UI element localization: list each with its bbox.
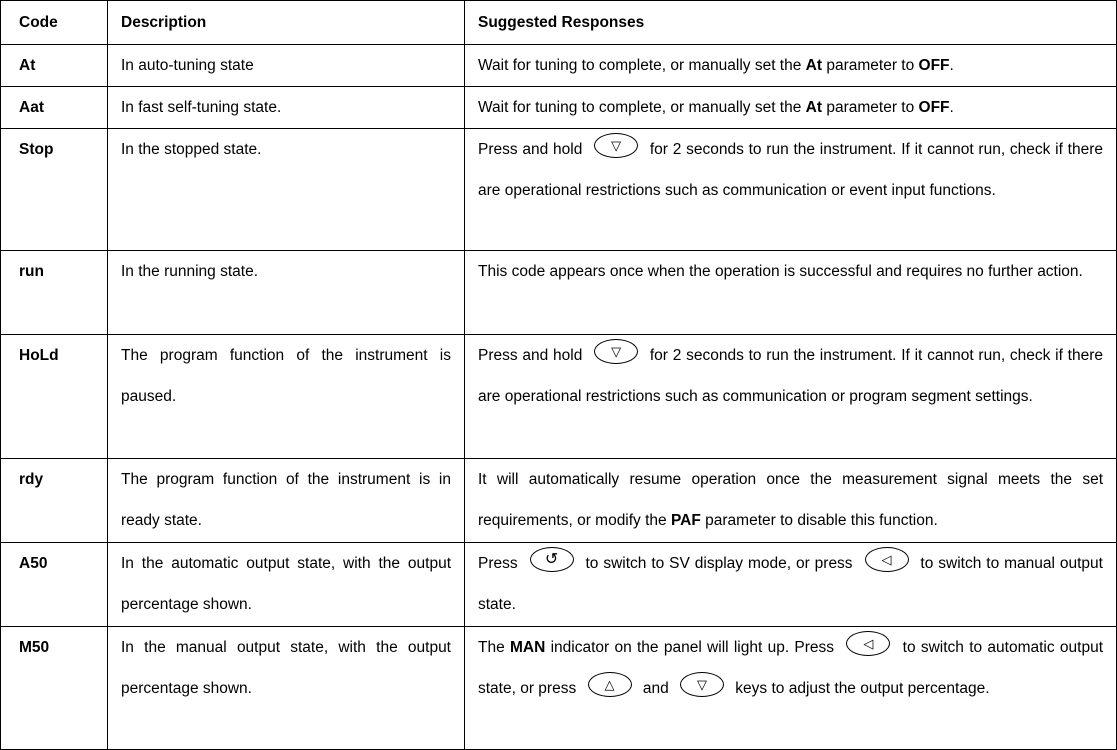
table-row-aat [1,87,1117,129]
header-code: Code [1,1,108,45]
down-key-icon: ▽ [594,339,638,364]
description-cell: The program function of the instrument is paused. [108,335,465,459]
description-cell: In the stopped state. [108,129,465,251]
cycle-key-icon: ↺ [530,547,574,572]
header-suggested-responses: Suggested Responses [465,1,1117,45]
code-cell: A50 [1,543,108,627]
description-cell: In the manual output state, with the output percentage shown. [108,627,465,750]
response-cell: The MAN indicator on the panel will light up. Press ◁ to switch to automatic output state, or press △ and ▽ keys to adjust the output percentage. [465,627,1117,750]
code-cell: M50 [1,627,108,750]
header-description: Description [108,1,465,45]
description-cell: In auto-tuning state [108,45,465,87]
code-cell: At [1,45,108,87]
code-cell: Aat [1,87,108,129]
response-cell: Press and hold ▽ for 2 seconds to run the instrument. If it cannot run, check if there are operational restrictions such as communication or program segment settings. [465,335,1117,459]
response-cell: Wait for tuning to complete, or manually set the At parameter to OFF. [465,45,1117,87]
response-cell: Press ↺ to switch to SV display mode, or press ◁ to switch to manual output state. [465,543,1117,627]
table-row-at [1,45,1117,87]
bold-term: MAN [510,639,546,656]
code-cell: Stop [1,129,108,251]
response-cell: This code appears once when the operation is successful and requires no further action. [465,251,1117,335]
bold-term: OFF [918,57,950,74]
down-key-icon: ▽ [680,672,724,697]
down-key-icon: ▽ [594,133,638,158]
table-row-m50 [1,627,1117,750]
response-cell: Press and hold ▽ for 2 seconds to run the instrument. If it cannot run, check if there are operational restrictions such as communication or event input functions. [465,129,1117,251]
response-cell: Wait for tuning to complete, or manually set the At parameter to OFF. [465,87,1117,129]
bold-term: PAF [670,512,701,529]
bold-term: At [805,99,823,116]
left-key-icon: ◁ [846,631,890,656]
description-cell: In fast self-tuning state. [108,87,465,129]
code-cell: run [1,251,108,335]
code-cell: HoLd [1,335,108,459]
table-row-rdy [1,459,1117,543]
response-cell: It will automatically resume operation once the measurement signal meets the set requirements, or modify the PAF parameter to disable this function. [465,459,1117,543]
bold-term: At [805,57,823,74]
table-row-stop [1,129,1117,251]
description-cell: The program function of the instrument is in ready state. [108,459,465,543]
bold-term: OFF [918,99,950,116]
table-header-row [1,1,1117,45]
table-row-hold [1,335,1117,459]
up-key-icon: △ [588,672,632,697]
description-cell: In the running state. [108,251,465,335]
description-cell: In the automatic output state, with the output percentage shown. [108,543,465,627]
left-key-icon: ◁ [865,547,909,572]
table-row-run [1,251,1117,335]
table-row-a50 [1,543,1117,627]
code-cell: rdy [1,459,108,543]
